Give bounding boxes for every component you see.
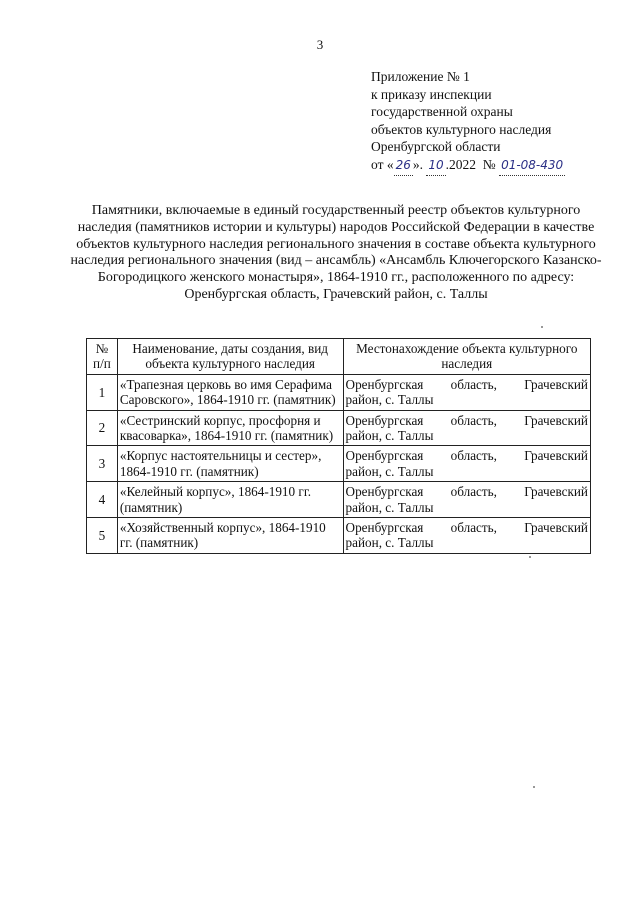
object-name: «Трапезная церковь во имя Серафима Саровского», 1864-1910 гг. (памятник) (117, 374, 343, 410)
date-year: .2022 (445, 156, 477, 172)
header-number: № п/п (87, 339, 118, 375)
date-prefix: от « (371, 156, 394, 172)
page-number: 3 (316, 37, 324, 52)
location-line-1 (346, 520, 588, 535)
table-header-row (87, 339, 591, 375)
heritage-table (86, 338, 591, 554)
table-row (87, 410, 591, 446)
table-row (87, 446, 591, 482)
row-number: 4 (87, 482, 118, 518)
location-region: Оренбургская (345, 520, 424, 536)
location-region-word: область, (450, 484, 497, 500)
scan-speck (541, 326, 543, 328)
location-district: Грачевский (524, 448, 588, 464)
location-line-2: район, с. Таллы (345, 392, 434, 408)
location-region: Оренбургская (345, 376, 424, 392)
row-number: 3 (87, 446, 118, 482)
document-title: Памятники, включаемые в единый государственный реестр объектов культурного наследия (памятников истории и культуры) народов Российской Федерации в качестве объектов культурного наследия регионального значения в составе объекта культурного наследия регионального значения (вид – ансамбль) «Ансамбль Ключегорского Казанско-Богородицкого женского монастыря», 1864-1910 гг., расположенного по адресу: Оренбургская область, Грачевский район, с. Таллы (70, 203, 602, 302)
location-region-word: область, (450, 376, 497, 392)
object-location (343, 518, 590, 554)
location-line-1 (346, 377, 588, 392)
scan-speck (529, 556, 531, 558)
object-name: «Хозяйственный корпус», 1864-1910 гг. (памятник) (117, 518, 343, 554)
location-line-2: район, с. Таллы (345, 428, 434, 444)
location-line-2: район, с. Таллы (345, 463, 434, 479)
appendix-date-line (371, 156, 565, 176)
header-name: Наименование, даты создания, вид объекта культурного наследия (117, 339, 343, 375)
date-day-handwritten: 26 (394, 157, 413, 176)
row-number: 5 (87, 518, 118, 554)
location-line-1 (346, 413, 588, 428)
appendix-line: Оренбургской области (371, 139, 501, 155)
object-location (343, 410, 590, 446)
location-district: Грачевский (524, 520, 588, 536)
location-region: Оренбургская (345, 448, 424, 464)
row-number: 2 (87, 410, 118, 446)
location-region: Оренбургская (345, 412, 424, 428)
location-line-1 (346, 448, 588, 463)
object-name: «Корпус настоятельницы и сестер», 1864-1910 гг. (памятник) (117, 446, 343, 482)
table-row (87, 482, 591, 518)
object-location (343, 482, 590, 518)
location-line-2: район, с. Таллы (345, 499, 434, 515)
table-row (87, 374, 591, 410)
location-region-word: область, (450, 448, 497, 464)
location-district: Грачевский (524, 484, 588, 500)
object-name: «Келейный корпус», 1864-1910 гг. (памятник) (117, 482, 343, 518)
table-row (87, 518, 591, 554)
appendix-line: государственной охраны (371, 104, 513, 120)
date-month-handwritten: 10 (426, 157, 445, 176)
location-region-word: область, (450, 520, 497, 536)
appendix-line: Приложение № 1 (371, 69, 470, 84)
number-prefix: № (482, 156, 496, 172)
object-location (343, 374, 590, 410)
appendix-block (371, 68, 565, 176)
row-number: 1 (87, 374, 118, 410)
location-district: Грачевский (524, 376, 588, 392)
scan-speck (533, 786, 535, 788)
location-region: Оренбургская (345, 484, 424, 500)
location-district: Грачевский (524, 412, 588, 428)
order-number-handwritten: 01-08-430 (499, 157, 565, 176)
location-line-2: район, с. Таллы (345, 535, 434, 551)
location-line-1 (346, 484, 588, 499)
object-name: «Сестринский корпус, просфорня и квасоварка», 1864-1910 гг. (памятник) (117, 410, 343, 446)
appendix-line: объектов культурного наследия (371, 121, 552, 137)
location-region-word: область, (450, 412, 497, 428)
object-location (343, 446, 590, 482)
header-location: Местонахождение объекта культурного наследия (343, 339, 590, 375)
appendix-line: к приказу инспекции (371, 86, 492, 102)
date-mid: ». (412, 156, 424, 172)
